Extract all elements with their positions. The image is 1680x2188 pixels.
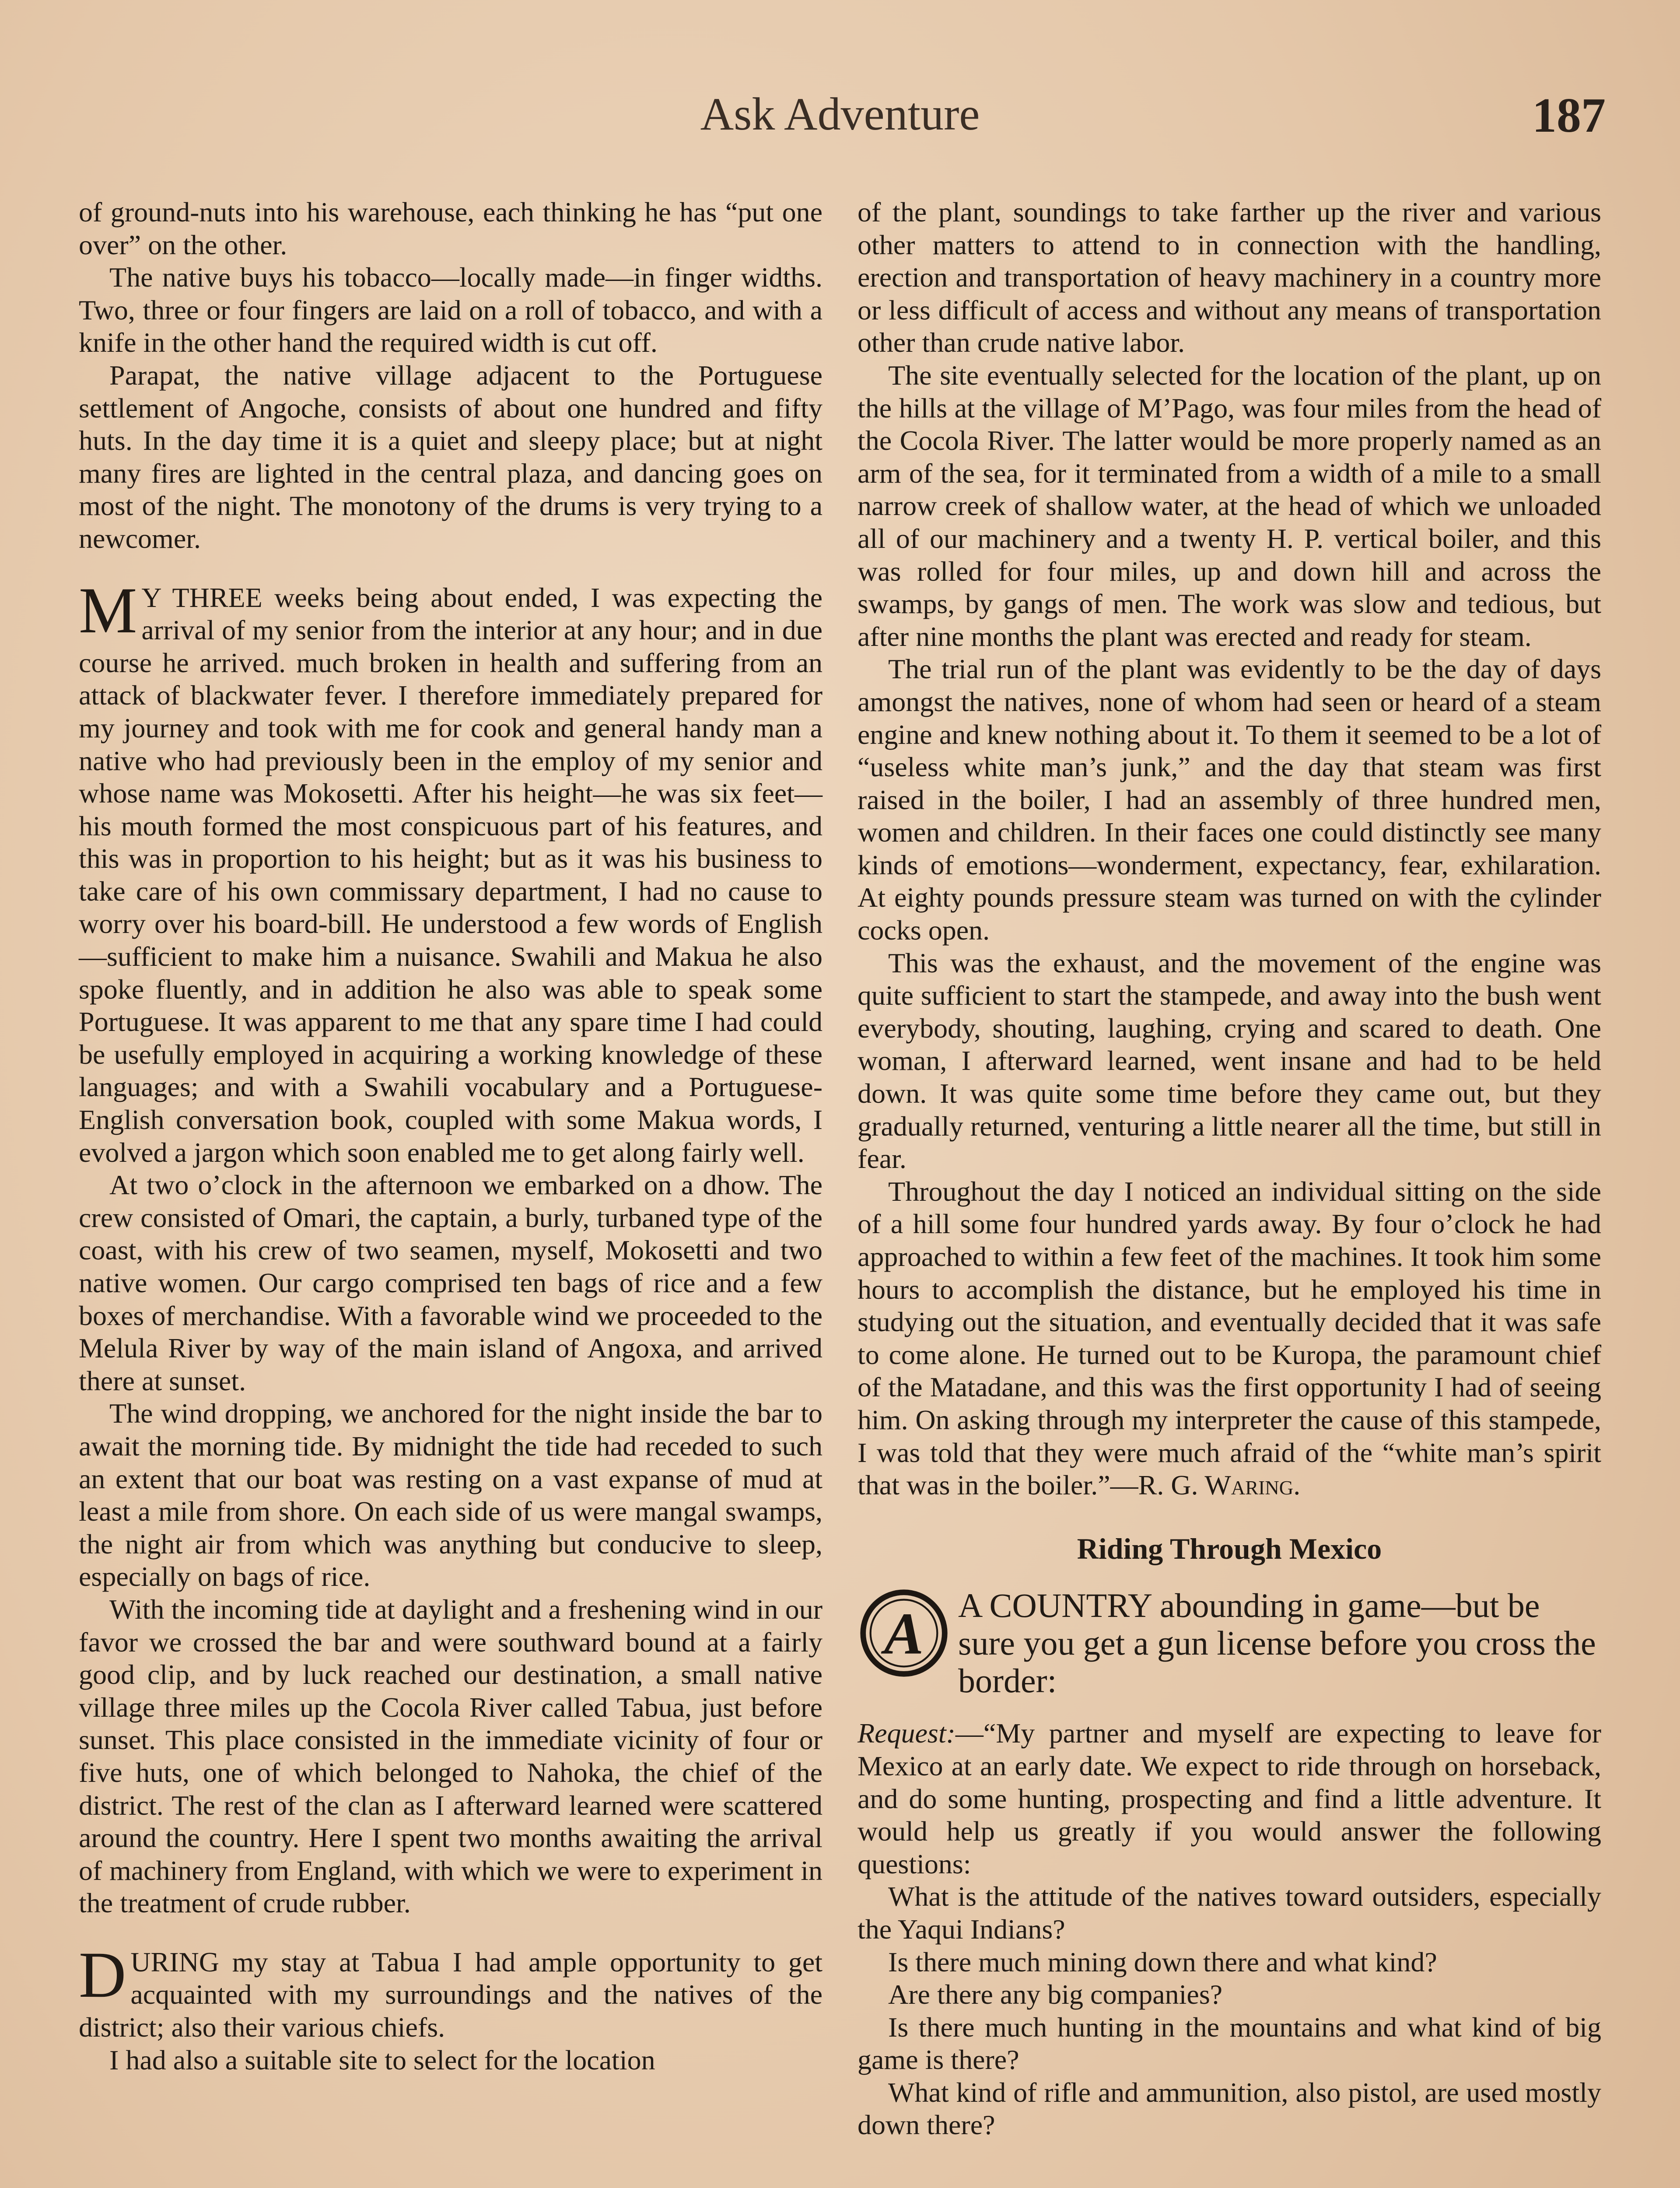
dropcap-paragraph [79, 1938, 822, 2044]
question: Is there much mining down there and what kind? [888, 1946, 1437, 1978]
paragraph: The wind dropping, we anchored for the night inside the bar to await the morning tide. By midnight the tide had receded to such an extent that our boat was resting on a vast expanse of mud at least a mile from shore. On each side of us were mangal swamps, the night air from which was anything but conducive to sleep, especially on bags of rice. [79, 1398, 822, 1592]
question: Are there any big companies? [888, 1979, 1223, 2010]
right-column [858, 196, 1601, 2142]
ornate-initial-icon [858, 1587, 950, 1680]
running-title: Ask Adventure [700, 88, 980, 140]
request-label: Request: [858, 1718, 956, 1749]
section-heading: Riding Through Mexico [1077, 1532, 1382, 1565]
paragraph-text: URING my stay at Tabua I had ample opportunity to get acquainted with my surroundings and the natives of the district; also their various chiefs. [79, 1946, 822, 2043]
svg-text:A: A [884, 1601, 924, 1667]
question: What kind of rifle and ammunition, also pistol, are used mostly down there? [858, 2076, 1601, 2141]
running-header [0, 88, 1680, 158]
question: Is there much hunting in the mountains and what kind of big game is there? [858, 2011, 1601, 2076]
request-paragraph [858, 1717, 1601, 1880]
intro-paragraph [858, 1587, 1601, 1700]
paragraph: Parapat, the native village adjacent to the Portuguese settlement of Angoche, consists of about one hundred and fifty huts. In the day time it is a quiet and sleepy place; but at night many fires are lighted in the central plaza, and dancing goes on most of the night. The monotony of the drums is very trying to a newcomer. [79, 359, 822, 554]
paragraph: This was the exhaust, and the movement of the engine was quite sufficient to start the stampede, and away into the bush went everybody, shouting, laughing, crying and scared to death. One woman, I afterward learned, went insane and had to be held down. It was quite some time before they came out, but they gradually returned, venturing a little nearer all the time, but still in fear. [858, 947, 1601, 1175]
drop-cap-letter: M [79, 574, 137, 647]
page-number: 187 [1532, 88, 1606, 143]
intro-text: A COUNTRY abounding in game—but be sure you get a gun license before you cross the border: [958, 1586, 1596, 1700]
paragraph-text: Throughout the day I noticed an individual sitting on the side of a hill some four hundred yards away. By four o’clock he had approached to within a few feet of the machines. It took him some hours to accomplish the distance, but he employed his time in studying out the situation, and eventually decided that it was safe to come alone. He turned out to be Kuropa, the paramount chief of the Matadane, and this was the first opportunity I had of seeing him. On asking through my interpreter the cause of this stampede, I was told that they were much afraid of the “white man’s spirit that was in the boiler.”— [858, 1175, 1601, 1501]
paragraph: With the incoming tide at daylight and a freshening wind in our favor we crossed the bar and were southward bound at a fairly good clip, and by luck reached our destination, a small native village three miles up the Cocola River called Tabua, just before sunset. This place consisted in the immediate vicinity of four or five huts, one of which belonged to Nahoka, the chief of the district. The rest of the clan as I afterward learned were scattered around the country. Here I spent two months awaiting the arrival of machinery from England, with which we were to experiment in the treatment of crude rubber. [79, 1593, 822, 1919]
left-column [79, 196, 822, 2076]
paragraph: of ground-nuts into his warehouse, each thinking he has “put one over” on the other. [79, 196, 822, 260]
paragraph: of the plant, soundings to take farther up the river and various other matters to attend to in connection with the handling, erection and transportation of heavy machinery in a country more or less difficult of access and without any means of transportation other than crude native labor. [858, 196, 1601, 358]
paragraph: At two o’clock in the afternoon we embarked on a dhow. The crew consisted of Omari, the captain, a burly, turbaned type of the coast, with his crew of two seamen, myself, Mokosetti and two native women. Our cargo comprised ten bags of rice and a few boxes of merchandise. With a favorable wind we proceeded to the Melula River by way of the main island of Angoxa, and arrived there at sunset. [79, 1169, 822, 1396]
paragraph: The site eventually selected for the location of the plant, up on the hills at the village of M’Pago, was four miles from the head of the Cocola River. The latter would be more properly named as an arm of the sea, for it terminated from a width of a mile to a small narrow creek of shallow water, at the head of which we unloaded all of our machinery and a twenty H. P. vertical boiler, and this was rolled for four miles, up and down hill and across the swamps, by gangs of men. The work was slow and tedious, but after nine months the plant was erected and ready for steam. [858, 359, 1601, 652]
request-text: —“My partner and myself are expecting to leave for Mexico at an early date. We expect to ride through on horseback, and do some hunting, prospecting and find a little adventure. It would help us greatly if you would answer the following questions: [858, 1718, 1601, 1879]
question: What is the attitude of the natives toward outsiders, especially the Yaqui Indians? [858, 1881, 1601, 1945]
paragraph [858, 1175, 1601, 1502]
drop-cap-letter: D [79, 1938, 126, 2011]
paragraph: I had also a suitable site to select for the location [109, 2044, 655, 2076]
paragraph-text: Y THREE weeks being about ended, I was expecting the arrival of my senior from the interior at any hour; and in due course he arrived. much broken in health and suffering from an attack of blackwater fever. I therefore immediately prepared for my journey and took with me for cook and general handy man a native who had previously been in the employ of my senior and whose name was Mokosetti. After his height—he was six feet—his mouth formed the most conspicuous part of his features, and this was in proportion to his height; but as it was his business to take care of his own commissary department, I had no cause to worry over his board-bill. He understood a few words of English—sufficient to make him a nuisance. Swahili and Makua he also spoke fluently, and in addition he also was able to speak some Portuguese. It was apparent to me that any spare time I had could be usefully employed in acquiring a working knowledge of these languages; and with a Swahili vocabulary and a Portuguese-English conversation book, coupled with some Makua words, I evolved a jargon which soon enabled me to get along fairly well. [79, 582, 822, 1168]
dropcap-paragraph [79, 574, 822, 1169]
paragraph: The native buys his tobacco—locally made—in finger widths. Two, three or four fingers are laid on a roll of tobacco, and with a knife in the other hand the required width is cut off. [79, 262, 822, 358]
paragraph: The trial run of the plant was evidently to be the day of days amongst the natives, none of whom had seen or heard of a steam engine and knew nothing about it. To them it seemed to be a lot of “useless white man’s junk,” and the day that steam was first raised in the boiler, I had an assembly of three hundred men, women and children. In their faces one could distinctly see many kinds of emotions—wonderment, expectancy, fear, exhilaration. At eighty pounds pressure steam was turned on with the cylinder cocks open. [858, 653, 1601, 946]
author-signature: R. G. Waring. [1138, 1469, 1301, 1501]
